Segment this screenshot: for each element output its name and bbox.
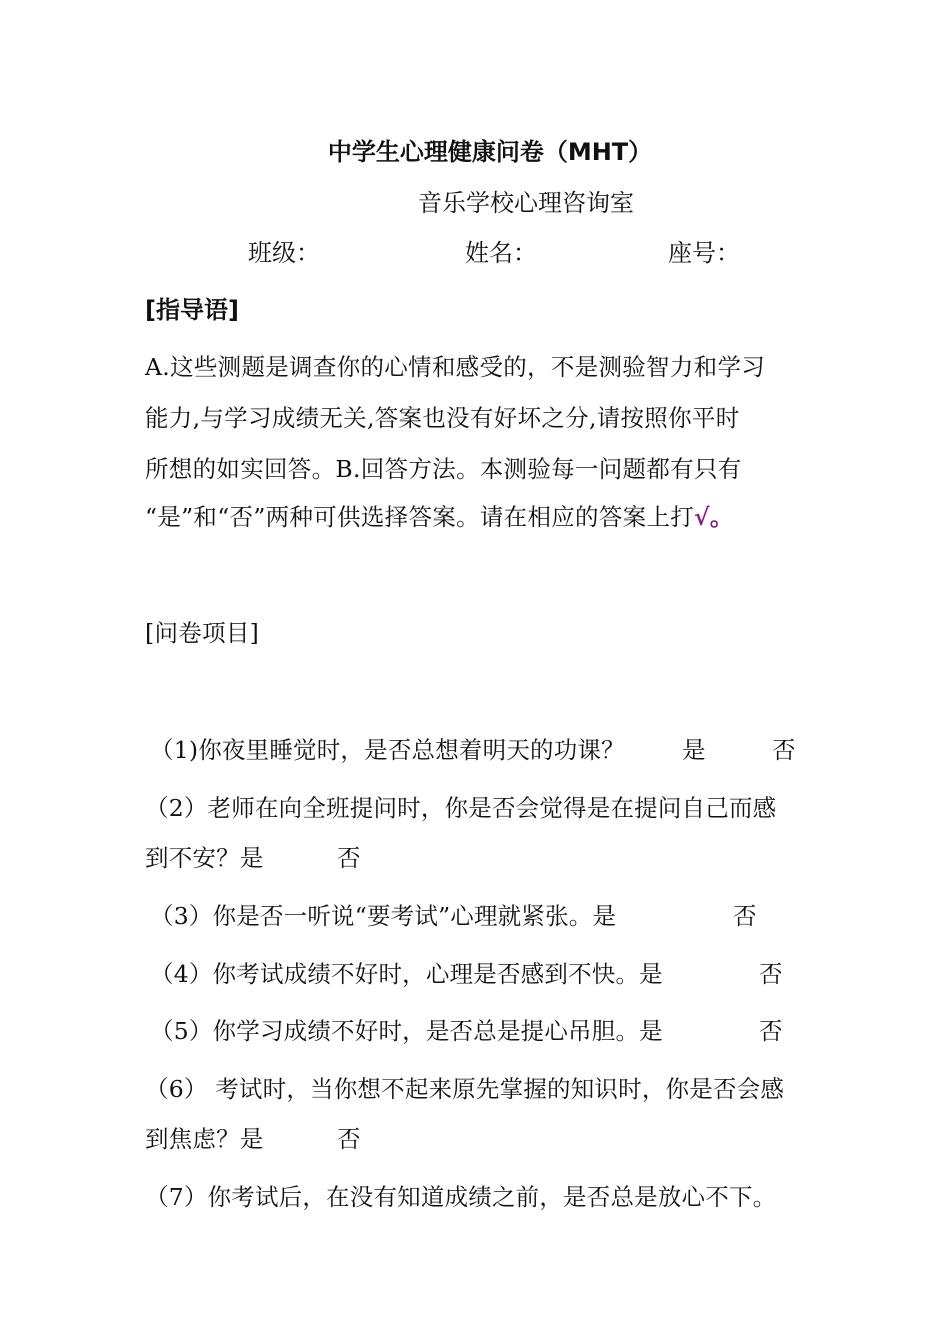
answer-no[interactable]: 否 [337,844,361,872]
class-field-label: 班级： [248,239,320,267]
instructions-line: A.这些测题是调查你的心情和感受的，不是测验智力和学习 [145,353,766,381]
answer-no[interactable]: 否 [759,960,783,988]
answer-yes[interactable]: 是 [682,736,706,764]
question-7: （7）你考试后，在没有知道成绩之前，是否总是放心不下。 [145,1183,777,1211]
questionnaire-heading: [问卷项目] [145,619,260,647]
instructions-line-last [145,498,734,532]
question-5: （5）你学习成绩不好时，是否总是提心吊胆。是 [150,1017,663,1045]
answer-no[interactable]: 否 [337,1125,361,1153]
instructions-heading: [指导语] [145,296,239,324]
answer-no[interactable]: 否 [759,1017,783,1045]
instructions-line: 能力,与学习成绩无关,答案也没有好坏之分,请按照你平时 [145,404,740,432]
page-subtitle: 音乐学校心理咨询室 [418,189,634,217]
question-2: （2）老师在向全班提问时，你是否会觉得是在提问自己而感 [145,794,777,822]
seat-field-label: 座号： [668,239,740,267]
page-title: 中学生心理健康问卷（MHT） [327,138,653,166]
instructions-line: 所想的如实回答。B.回答方法。本测验每一问题都有只有 [145,455,742,483]
name-field-label: 姓名： [465,239,537,267]
question-1: （1)你夜里睡觉时，是否总想着明天的功课？ [150,736,625,764]
answer-no[interactable]: 否 [733,902,757,930]
check-mark-icon: √ [694,503,710,531]
answer-no[interactable]: 否 [772,736,796,764]
question-6-continued: 到焦虑？是 [145,1125,264,1153]
instructions-line-text: “是”和“否”两种可供选择答案。请在相应的答案上打 [145,503,695,531]
end-punctuation: 。 [709,503,734,531]
question-6: （6） 考试时，当你想不起来原先掌握的知识时，你是否会感 [145,1075,785,1103]
question-4: （4）你考试成绩不好时，心理是否感到不快。是 [150,960,663,988]
question-3: （3）你是否一听说“要考试”心理就紧张。是 [150,902,617,930]
question-2-continued: 到不安？是 [145,844,264,872]
